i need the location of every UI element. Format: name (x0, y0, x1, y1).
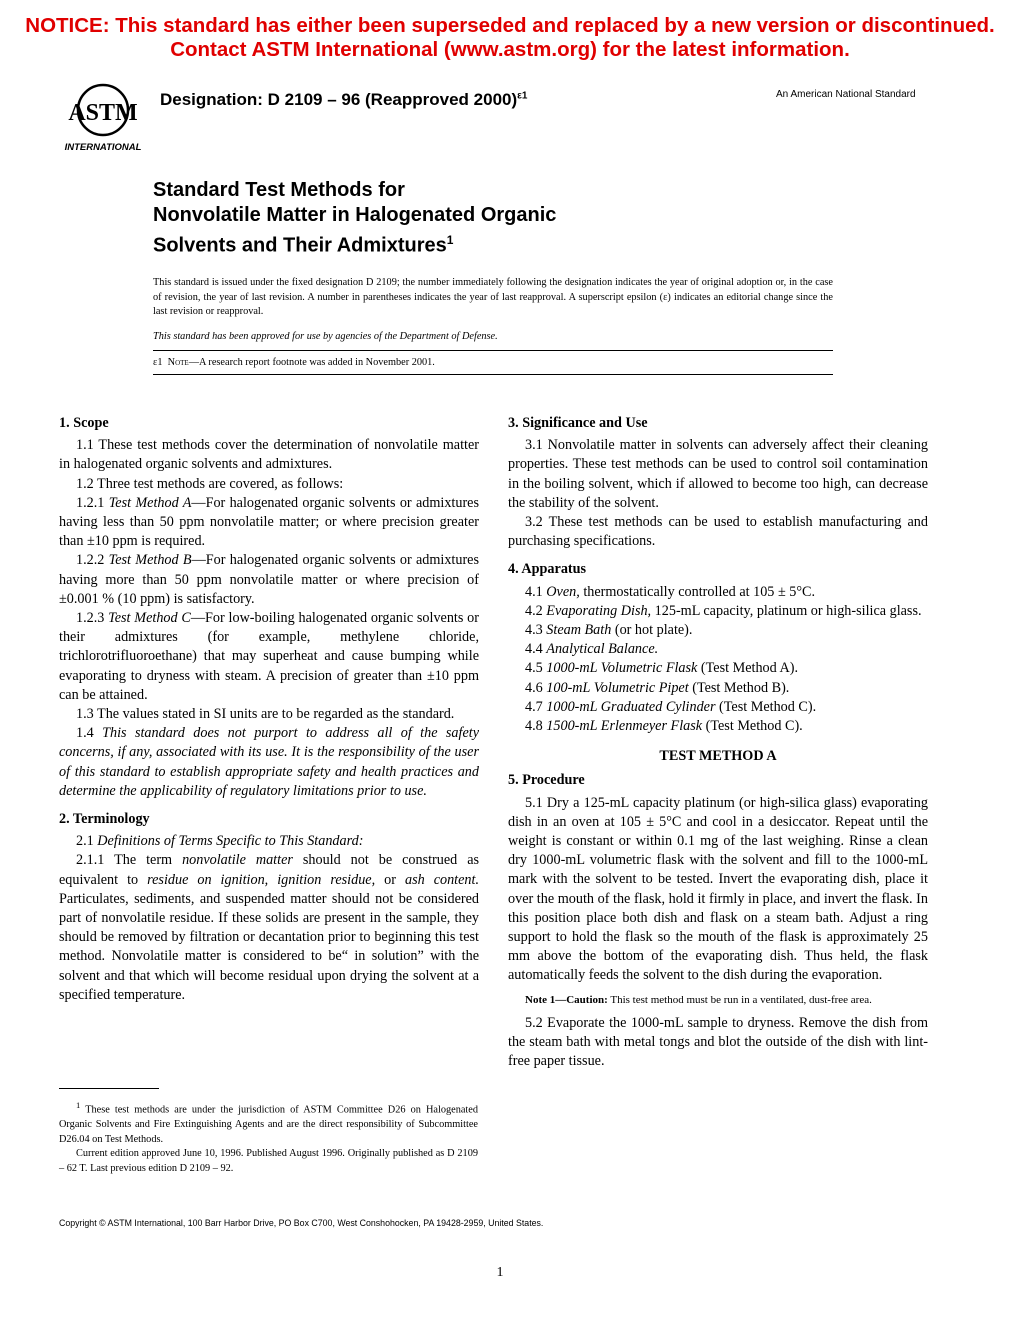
title-line-3: Solvents and Their Admixtures$^1$ (153, 233, 454, 257)
para-5-1: 5.1 Dry a 125-mL capacity platinum (or high-silica glass) evaporating dish in an oven at 105 ± 5°C and cool in a desiccator. Repeat until the weight is constant or within 0.1 mg of the last weighing. Rinse a clean dry 1000-mL volumetric flask with the solvent and fill to the 1000-mL mark with the solvent to be tested. Invert the evaporating dish, place it over the mouth of the flask, hold it firmly in place, and invert the flask. In this position place both dish and flask on a steam bath. Adjust a ring support to hold the flask so the mouth of the flask is approximately 25 mm above the bottom of the evaporating dish. Thus held, the flask automatically feeds the solvent to the dish during the evaporation. (508, 794, 928, 984)
apparatus-item: 4.7 1000-mL Graduated Cylinder (Test Method C). (525, 698, 817, 715)
para-1-4: 1.4 This standard does not purport to address all of the safety concerns, if any, associated with its use. It is the responsibility of the user of this standard to establish appropriate safety and health practices and determine the applicability of regulatory limitations prior to use. (59, 725, 479, 799)
para-1-1: 1.1 These test methods cover the determination of nonvolatile matter in halogenated organic solvents and admixtures. (59, 437, 479, 473)
para-3-2: 3.2 These test methods can be used to establish manufacturing and purchasing specifications. (508, 514, 928, 550)
para-1-3: 1.3 The values stated in SI units are to be regarded as the standard. (76, 706, 455, 723)
footnote-1-edition: Current edition approved June 10, 1996. Published August 1996. Originally published as D 2109 – 62 T. Last previous edition D 2109 – 92. (59, 1148, 478, 1174)
para-2-1-1: 2.1.1 The term nonvolatile matter should not be construed as equivalent to residue on ignition, ignition residue, or ash content. Particulates, sediments, and suspended matter should not be considered part of nonvolatile residue. If these solids are present in the sample, they should be removed by filtration or decantation prior to beginning this test method. Nonvolatile matter is considered to be“ in solution” with the solvent and that which will become residual upon drying the solvent at a specified temperature. (59, 852, 480, 1003)
section-5-heading: 5. Procedure (508, 772, 585, 789)
apparatus-item: 4.2 Evaporating Dish, 125-mL capacity, platinum or high-silica glass. (525, 602, 922, 619)
section-2-heading: 2. Terminology (59, 811, 150, 828)
title-line-1: Standard Test Methods for (153, 179, 405, 201)
notice-line-1: NOTICE: This standard has either been superseded and replaced by a new version or discontinued. (25, 14, 995, 37)
para-1-2-3: 1.2.3 Test Method C—For low-boiling halogenated organic solvents or their admixtures (for example, methylene chloride, trichlorotrifluoroethane) that may superheat and cause bumping while evaporating to dryness with steam. A precision of greater than ±10 ppm can be attained. (59, 610, 479, 703)
divider-bottom (153, 374, 833, 375)
issue-statement: This standard is issued under the fixed designation D 2109; the number immediately following the designation indicates the year of original adoption or, in the case of revision, the year of last revision. A number in parentheses indicates the year of last reapproval. A superscript epsilon (ε) indicates an editorial change since the last revision or reapproval. (153, 277, 833, 318)
epsilon-note: ε1 Note—A research report footnote was added in November 2001. (153, 357, 435, 368)
section-4-heading: 4. Apparatus (508, 561, 587, 578)
american-national-standard: An American National Standard (776, 89, 916, 100)
logo-letters: ASTM (68, 100, 138, 126)
apparatus-item: 4.6 100-mL Volumetric Pipet (Test Method B). (525, 679, 790, 696)
astm-logo (60, 80, 146, 152)
title-footnote-mark: 1 (446, 233, 454, 247)
footnote (59, 1098, 478, 1176)
page-number: 1 (496, 1265, 504, 1280)
notice-line-2: Contact ASTM International (www.astm.org) for the latest information. (170, 38, 850, 61)
para-1-2: 1.2 Three test methods are covered, as follows: (76, 475, 344, 492)
test-method-a-heading: TEST METHOD A (659, 748, 777, 765)
designation-epsilon: ε1 (517, 90, 528, 102)
document-title (153, 178, 556, 259)
apparatus-item: 4.8 1500-mL Erlenmeyer Flask (Test Method C). (525, 718, 803, 735)
logo-label: INTERNATIONAL (64, 142, 142, 152)
apparatus-item: 4.5 1000-mL Volumetric Flask (Test Method A). (525, 660, 799, 677)
section-3-heading: 3. Significance and Use (508, 415, 648, 431)
title-line-2: Nonvolatile Matter in Halogenated Organic (153, 204, 557, 226)
apparatus-item: 4.4 Analytical Balance. (525, 641, 659, 658)
apparatus-item: 4.1 Oven, thermostatically controlled at 105 ± 5°C. (525, 583, 816, 600)
note-1: Note 1—Caution: This test method must be run in a ventilated, dust-free area. (525, 993, 872, 1006)
designation (160, 90, 527, 110)
divider-top (153, 350, 833, 351)
para-1-2-2: 1.2.2 Test Method B—For halogenated organic solvents or admixtures having more than 50 ppm nonvolatile matter or where precision of ±0.001 % (10 ppm) is satisfactory. (59, 552, 480, 607)
para-3-1: 3.1 Nonvolatile matter in solvents can adversely affect their cleaning properties. These test methods can be used to control soil contamination in the boiling solvent, which if allowed to become too high, can decrease the stability of the solvent. (508, 437, 928, 511)
para-1-2-1: 1.2.1 Test Method A—For halogenated organic solvents or admixtures having less than 50 ppm nonvolatile matter; or where precision greater than ±10 ppm is required. (59, 494, 479, 550)
dod-approval: This standard has been approved for use by agencies of the Department of Defense. (153, 331, 498, 342)
copyright: Copyright © ASTM International, 100 Barr Harbor Drive, PO Box C700, West Conshohocken, PA 19428-2959, United States. (59, 1218, 544, 1228)
footnote-1: $^1$ These test methods are under the jurisdiction of ASTM Committee D26 on Halogenated Organic Solvents and Fire Extinguishing Agents and are the direct responsibility of Subcommittee D26.04 on Test Methods. (59, 1100, 478, 1145)
para-2-1: 2.1 Definitions of Terms Specific to This Standard: (76, 833, 364, 850)
apparatus-item: 4.3 Steam Bath (or hot plate). (525, 622, 693, 639)
left-column (59, 410, 479, 1005)
para-5-2: 5.2 Evaporate the 1000-mL sample to dryness. Remove the dish from the steam bath with metal tongs and blot the outside of the dish with lint-free paper tissue. (508, 1014, 928, 1070)
designation-text: Designation: D 2109 – 96 (Reapproved 2000) (160, 90, 518, 109)
section-1-heading: 1. Scope (59, 415, 109, 431)
footnote-divider (59, 1088, 159, 1089)
notice-banner (0, 14, 1020, 62)
right-column (508, 410, 928, 1071)
